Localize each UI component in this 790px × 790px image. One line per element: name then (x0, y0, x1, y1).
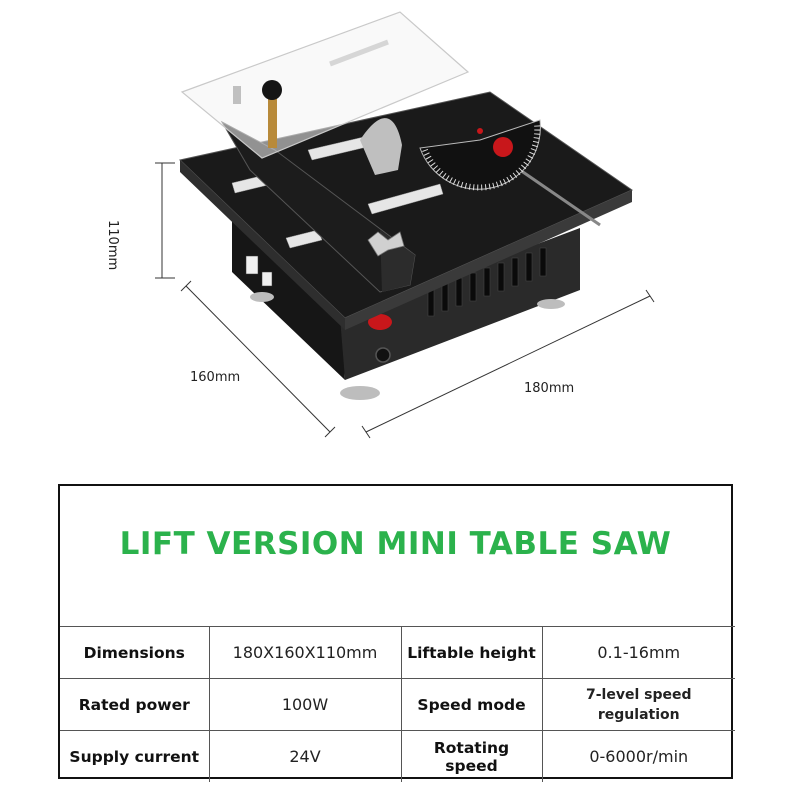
table-row (60, 731, 735, 783)
spec-value: 100W (209, 679, 401, 731)
spec-value: 0-6000r/min (542, 731, 735, 783)
spec-label: Speed mode (401, 679, 542, 731)
spec-label: Rated power (60, 679, 209, 731)
product-title: LIFT VERSION MINI TABLE SAW (119, 526, 672, 562)
spec-label: Rotating speed (401, 731, 542, 783)
table-row (60, 627, 735, 679)
spec-panel (58, 484, 733, 779)
width-dimension-label: 180mm (524, 381, 575, 396)
spec-label: Supply current (60, 731, 209, 783)
spec-value: 7-level speed regulation (542, 679, 735, 731)
spec-value: 180X160X110mm (209, 627, 401, 679)
spec-value: 24V (209, 731, 401, 783)
spec-table (60, 626, 735, 782)
spec-label: Dimensions (60, 627, 209, 679)
table-row (60, 679, 735, 731)
spec-value: 0.1-16mm (542, 627, 735, 679)
depth-dimension-label: 160mm (190, 370, 241, 385)
spec-label: Liftable height (401, 627, 542, 679)
height-dimension-label: 110mm (105, 220, 120, 271)
